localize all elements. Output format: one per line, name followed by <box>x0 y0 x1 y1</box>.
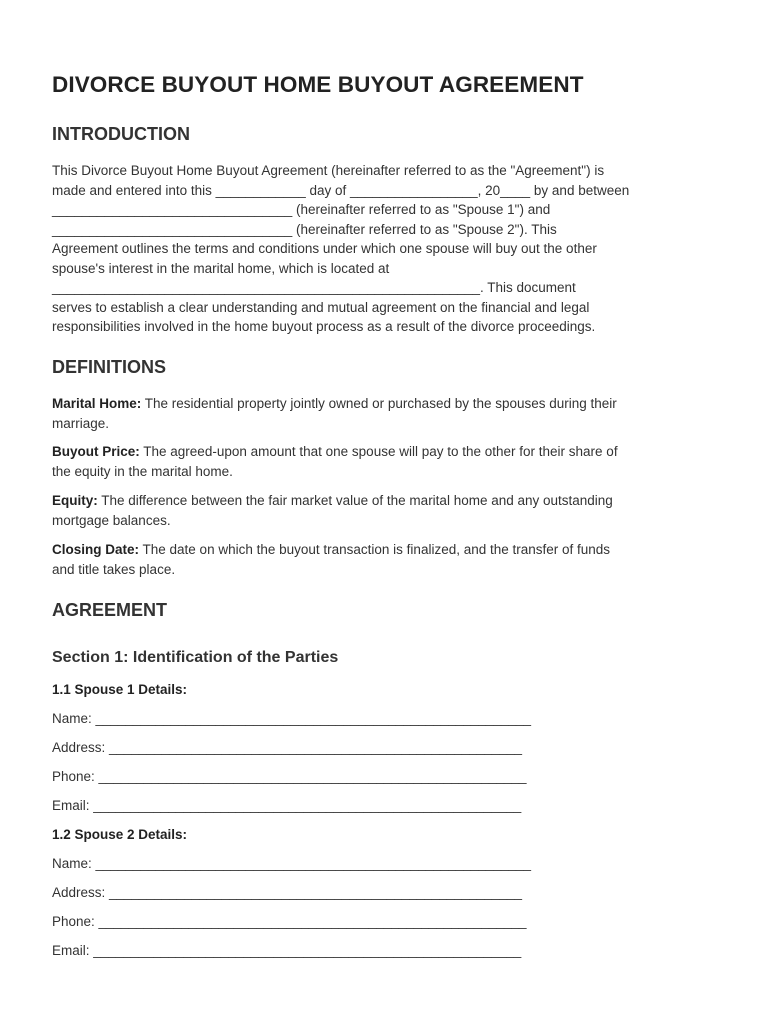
introduction-line: made and entered into this ____________ day of _________________, 20____ by and between <box>52 182 630 198</box>
definition-text: and title takes place. <box>52 561 176 577</box>
introduction-line: _________________________________________________________. This document <box>52 280 576 295</box>
introduction-line: serves to establish a clear understanding and mutual agreement on the financial and legal <box>52 299 590 315</box>
definition-marital-home <box>52 394 720 433</box>
definition-text: The residential property jointly owned or purchased by the spouses during their <box>141 396 617 411</box>
definition-term: Buyout Price: <box>52 444 140 459</box>
introduction-line: This Divorce Buyout Home Buyout Agreement (hereinafter referred to as the "Agreement") is <box>52 163 605 178</box>
spouse-2-phone-field[interactable]: Phone: _________________________________________________________ <box>52 914 527 929</box>
definition-term: Equity: <box>52 493 98 508</box>
section-1-heading: Section 1: Identification of the Parties <box>52 649 339 666</box>
document-title: DIVORCE BUYOUT HOME BUYOUT AGREEMENT <box>52 72 584 97</box>
definition-text: marriage. <box>52 415 110 431</box>
introduction-line: spouse's interest in the marital home, which is located at <box>52 260 390 276</box>
definition-buyout-price <box>52 442 720 481</box>
introduction-line: Agreement outlines the terms and conditions under which one spouse will buy out the other <box>52 241 597 256</box>
spouse-2-name-field[interactable]: Name: __________________________________________________________ <box>52 856 531 871</box>
spouse-1-phone-field[interactable]: Phone: _________________________________________________________ <box>52 769 527 784</box>
spouse-1-address-field[interactable]: Address: _______________________________________________________ <box>52 740 522 755</box>
spouse-1-email-field[interactable]: Email: _________________________________________________________ <box>52 798 522 813</box>
definition-equity <box>52 491 720 530</box>
introduction-paragraph <box>52 161 720 337</box>
agreement-heading: AGREEMENT <box>52 600 168 620</box>
definitions-heading: DEFINITIONS <box>52 357 167 377</box>
definition-text: The agreed-upon amount that one spouse will pay to the other for their share of <box>139 444 618 459</box>
definition-text: The difference between the fair market value of the marital home and any outstanding <box>97 493 613 508</box>
definition-text: mortgage balances. <box>52 512 171 528</box>
definition-closing-date <box>52 540 720 579</box>
spouse-1-name-field[interactable]: Name: __________________________________________________________ <box>52 711 531 726</box>
introduction-line: responsibilities involved in the home buyout process as a result of the divorce proceedings. <box>52 319 596 334</box>
definition-text: The date on which the buyout transaction is finalized, and the transfer of funds <box>139 542 611 557</box>
definition-term: Closing Date: <box>52 542 140 557</box>
definition-text: the equity in the marital home. <box>52 463 233 479</box>
spouse-2-details-heading: 1.2 Spouse 2 Details: <box>52 827 188 842</box>
spouse-2-address-field[interactable]: Address: _______________________________________________________ <box>52 885 522 900</box>
introduction-heading: INTRODUCTION <box>52 124 190 144</box>
spouse-2-email-field[interactable]: Email: _________________________________________________________ <box>52 943 522 958</box>
definition-term: Marital Home: <box>52 396 142 411</box>
spouse-1-details-heading: 1.1 Spouse 1 Details: <box>52 682 188 697</box>
introduction-line: ________________________________ (hereinafter referred to as "Spouse 1") and <box>52 202 551 217</box>
introduction-line: ________________________________ (hereinafter referred to as "Spouse 2"). This <box>52 221 557 237</box>
